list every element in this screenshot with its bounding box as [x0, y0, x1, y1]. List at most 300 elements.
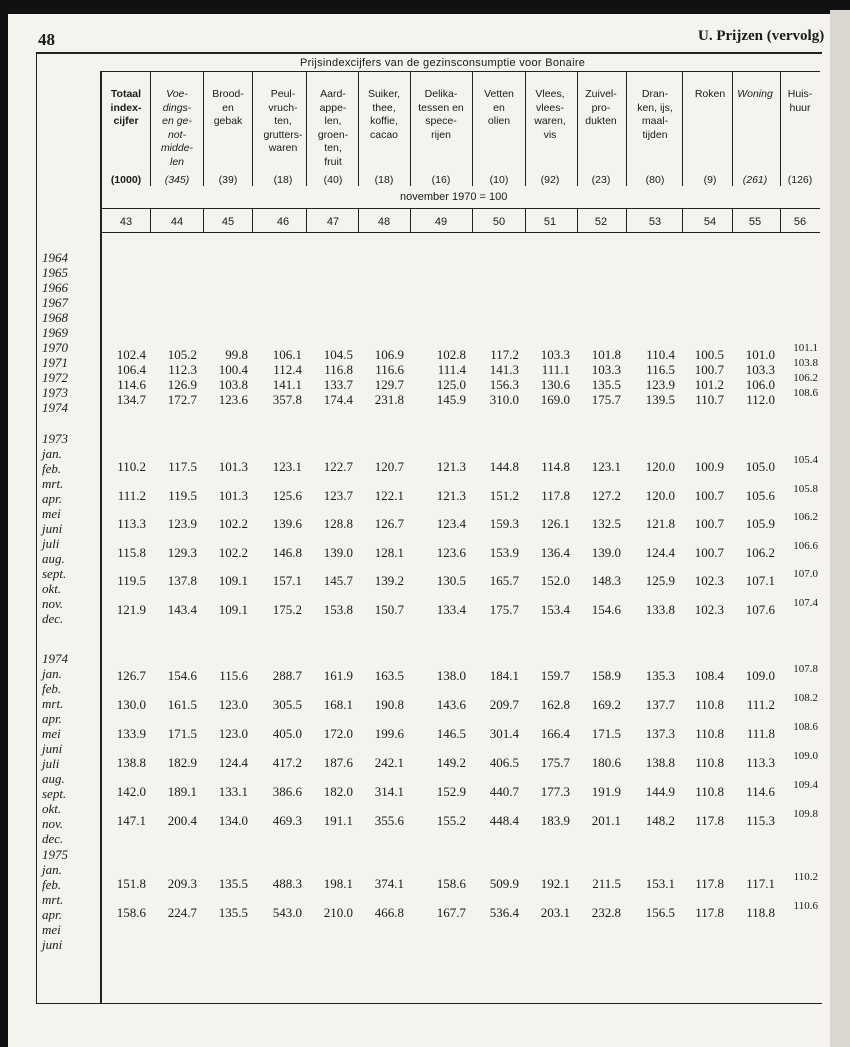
bottom-rule: [36, 1003, 822, 1004]
table-title: Prijsindexcijfers van de gezinsconsumptie voor Bonaire: [300, 57, 586, 69]
page-header: U. Prijzen (vervolg): [698, 28, 825, 44]
table-cell: 150.7: [374, 601, 404, 617]
table-cell: 103.3: [540, 347, 570, 362]
row-label: 1971: [42, 355, 68, 370]
table-cell: 101.3: [218, 487, 248, 503]
table-cell: 180.6: [591, 755, 621, 770]
table-cell: 118.8: [746, 905, 775, 920]
table-cell: 310.0: [489, 392, 519, 407]
colnum-bottom-rule: [100, 232, 820, 233]
table-cell: 112.4: [273, 362, 302, 377]
table-cell: 117.8: [695, 905, 724, 920]
column-header-line: Huis-: [787, 88, 813, 100]
table-cell: 123.4: [436, 516, 466, 531]
row-label: 1964: [42, 250, 68, 265]
table-cell: 177.3: [540, 784, 570, 799]
row-label: 1974: [42, 400, 68, 415]
row-label: 1969: [42, 325, 68, 340]
table-cell: 101.2: [694, 377, 724, 392]
table-cell: 145.7: [323, 573, 353, 588]
column-weight: (261): [742, 174, 768, 186]
table-cell: 121.9: [116, 601, 146, 617]
table-cell: 109.0: [793, 750, 818, 762]
column-weight: (9): [703, 174, 717, 186]
table-cell: 115.3: [746, 813, 775, 828]
table-cell: 109.1: [218, 573, 248, 588]
table-cell: 123.9: [167, 516, 197, 531]
row-label: juni: [42, 521, 63, 536]
column-header-line: tessen en: [418, 101, 464, 114]
table-cell: 110.8: [695, 697, 724, 712]
column-header-line: en: [493, 101, 505, 114]
table-cell: 111.2: [746, 697, 775, 712]
table-cell: 103.3: [591, 362, 621, 377]
column-number: 45: [221, 216, 235, 228]
colnum-top-rule: [100, 208, 820, 209]
table-cell: 120.0: [645, 487, 675, 503]
table-cell: 231.8: [374, 392, 404, 407]
table-cell: 242.1: [374, 755, 404, 770]
table-cell: 448.4: [489, 813, 519, 828]
table-cell: 106.1: [272, 347, 302, 362]
table-cell: 184.1: [489, 668, 519, 683]
table-cell: 200.4: [167, 813, 197, 828]
table-cell: 151.2: [489, 487, 519, 503]
table-cell: 128.1: [374, 544, 404, 560]
table-cell: 111.4: [437, 362, 466, 377]
table-cell: 111.2: [117, 487, 146, 503]
column-header-line: Zuivel-: [585, 88, 617, 100]
table-cell: 154.6: [167, 668, 197, 683]
column-number: 44: [170, 216, 184, 228]
table-cell: 209.7: [489, 697, 519, 712]
table-cell: 305.5: [272, 697, 302, 712]
row-label: jan.: [42, 862, 62, 877]
table-cell: 101.3: [218, 459, 248, 474]
table-cell: 102.3: [694, 601, 724, 617]
table-cell: 406.5: [489, 755, 519, 770]
table-cell: 127.2: [591, 487, 621, 503]
table-cell: 103.8: [218, 377, 248, 392]
table-cell: 111.8: [746, 726, 775, 741]
table-cell: 123.7: [323, 487, 353, 503]
table-cell: 110.8: [695, 784, 724, 799]
table-cell: 103.8: [793, 357, 818, 369]
table-cell: 110.4: [646, 347, 675, 362]
column-weight: (1000): [110, 174, 142, 186]
table-cell: 189.1: [167, 784, 197, 799]
column-header-line: rijen: [431, 128, 451, 141]
table-cell: 136.4: [540, 544, 570, 560]
table-cell: 105.2: [167, 347, 197, 362]
table-cell: 124.4: [645, 544, 675, 560]
table-cell: 198.1: [323, 876, 353, 891]
row-label: juni: [42, 937, 63, 952]
table-cell: 156.5: [645, 905, 675, 920]
page-number: 48: [38, 30, 55, 49]
table-cell: 155.2: [436, 813, 466, 828]
table-cell: 210.0: [323, 905, 353, 920]
table-cell: 117.1: [746, 876, 775, 891]
table-cell: 143.6: [436, 697, 466, 712]
table-cell: 105.8: [793, 482, 818, 495]
row-label: jan.: [42, 446, 62, 461]
column-weight: (39): [218, 174, 238, 186]
column-header-line: index-: [110, 101, 142, 114]
table-cell: 174.4: [323, 392, 353, 407]
table-cell: 172.7: [167, 392, 197, 407]
column-number: 49: [434, 216, 448, 228]
table-cell: 106.6: [793, 539, 818, 552]
row-label: mei: [42, 506, 61, 521]
column-header-line: Roken: [694, 88, 726, 100]
table-cell: 139.2: [374, 573, 404, 588]
table-cell: 171.5: [591, 726, 621, 741]
column-weight: (345): [164, 174, 190, 186]
table-cell: 166.4: [540, 726, 570, 741]
row-label: apr.: [42, 491, 62, 506]
table-cell: 163.5: [374, 668, 404, 683]
table-cell: 125.6: [272, 487, 302, 503]
table-cell: 158.6: [436, 876, 466, 891]
table-cell: 144.8: [489, 459, 519, 474]
column-header-line: cijfer: [113, 115, 139, 128]
column-number: 52: [594, 216, 608, 228]
table-cell: 122.1: [374, 487, 404, 503]
column-number: 46: [276, 216, 290, 228]
table-cell: 149.2: [436, 755, 466, 770]
table-cell: 201.1: [591, 813, 621, 828]
column-header-line: koffie,: [370, 115, 398, 128]
column-number: 50: [492, 216, 506, 228]
table-cell: 125.0: [436, 377, 466, 392]
column-header-line: Suiker,: [367, 88, 401, 100]
column-header-line: dukten: [585, 115, 617, 128]
table-cell: 110.6: [793, 900, 818, 912]
table-cell: 543.0: [272, 905, 302, 920]
table-cell: 143.4: [167, 601, 197, 617]
table-cell: 117.8: [695, 876, 724, 891]
table-cell: 509.9: [489, 876, 519, 891]
column-header-line: groen-: [317, 128, 349, 141]
table-cell: 106.4: [116, 362, 146, 377]
row-label: feb.: [42, 461, 62, 476]
row-label: 1970: [42, 340, 68, 355]
table-cell: 105.0: [745, 459, 775, 474]
table-cell: 101.1: [793, 342, 818, 354]
row-label: 1972: [42, 370, 68, 385]
table-cell: 232.8: [591, 905, 621, 920]
row-label: juli: [42, 756, 60, 771]
table-cell: 113.3: [117, 516, 146, 531]
row-label: 1975: [42, 847, 68, 862]
table-cell: 106.2: [745, 544, 775, 560]
title-rule: [100, 71, 820, 72]
column-header-line: dings-: [162, 101, 192, 114]
column-header-line: appe-: [319, 101, 347, 114]
table-cell: 133.8: [645, 601, 675, 617]
table-cell: 122.7: [323, 459, 353, 474]
table-cell: 156.3: [489, 377, 519, 392]
table-cell: 126.1: [540, 516, 570, 531]
column-header-line: Dran-: [641, 88, 669, 100]
table-cell: 116.8: [324, 362, 353, 377]
row-label: dec.: [42, 611, 64, 626]
column-weight: (92): [540, 174, 560, 186]
column-header: [354, 88, 414, 142]
top-rule: [36, 52, 822, 54]
table-cell: 141.3: [489, 362, 519, 377]
table-cell: 129.3: [167, 544, 197, 560]
table-cell: 135.5: [218, 905, 248, 920]
table-cell: 123.0: [218, 697, 248, 712]
table-cell: 108.2: [793, 692, 818, 704]
stub-left-rule: [36, 52, 37, 1004]
row-label-group: [42, 250, 68, 415]
table-cell: 124.4: [218, 755, 248, 770]
row-label: feb.: [42, 681, 62, 696]
table-cell: 107.6: [745, 601, 775, 617]
table-cell: 100.4: [218, 362, 248, 377]
column-divider: [100, 71, 102, 1004]
row-label: 1966: [42, 280, 68, 295]
column-header-line: midde-: [160, 142, 194, 155]
table-cell: 107.1: [745, 573, 775, 588]
row-label: nov.: [42, 596, 64, 611]
table-cell: 130.0: [116, 697, 146, 712]
table-cell: 114.6: [117, 377, 146, 392]
table-cell: 355.6: [374, 813, 404, 828]
row-label: juni: [42, 741, 63, 756]
column-header-line: waren,: [534, 115, 566, 128]
row-label: dec.: [42, 831, 64, 846]
table-cell: 148.2: [645, 813, 675, 828]
table-cell: 100.7: [694, 544, 724, 560]
row-label: mei: [42, 922, 61, 937]
column-header-line: olien: [487, 115, 511, 128]
row-label-group: [42, 847, 68, 952]
column-header-line: not-: [167, 128, 187, 141]
table-cell: 134.0: [218, 813, 248, 828]
table-cell: 109.0: [745, 668, 775, 683]
table-cell: 113.3: [746, 755, 775, 770]
table-cell: 110.2: [793, 871, 818, 883]
row-label: apr.: [42, 711, 62, 726]
table-cell: 159.3: [489, 516, 519, 531]
table-cell: 144.9: [645, 784, 675, 799]
column-number: 56: [793, 216, 807, 228]
table-cell: 126.7: [374, 516, 404, 531]
table-cell: 100.5: [694, 347, 724, 362]
table-cell: 116.6: [375, 362, 404, 377]
table-cell: 374.1: [374, 876, 404, 891]
table-cell: 191.9: [591, 784, 621, 799]
table-cell: 301.4: [489, 726, 519, 741]
table-cell: 121.3: [436, 487, 466, 503]
table-cell: 100.9: [694, 459, 724, 474]
table-cell: 105.9: [745, 516, 775, 531]
table-cell: 117.8: [695, 813, 724, 828]
table-cell: 101.8: [591, 347, 621, 362]
table-cell: 119.5: [168, 487, 197, 503]
column-header: [770, 88, 830, 115]
column-header: [571, 88, 631, 129]
table-cell: 100.7: [694, 516, 724, 531]
column-header-line: Peul-: [270, 88, 296, 100]
table-cell: 115.6: [219, 668, 248, 683]
column-header-line: Vetten: [484, 88, 514, 100]
column-header-line: Vlees,: [535, 88, 565, 100]
table-cell: 112.3: [168, 362, 197, 377]
column-header-line: en: [222, 101, 234, 114]
column-number: 53: [648, 216, 662, 228]
table-cell: 146.8: [272, 544, 302, 560]
table-cell: 130.6: [540, 377, 570, 392]
column-weight: (126): [787, 174, 813, 186]
row-label: 1973: [42, 431, 68, 446]
column-header-line: fruit: [324, 155, 342, 168]
table-cell: 209.3: [167, 876, 197, 891]
row-label: feb.: [42, 877, 62, 892]
table-cell: 152.9: [436, 784, 466, 799]
table-cell: 114.6: [746, 784, 775, 799]
table-cell: 117.2: [490, 347, 519, 362]
table-cell: 145.9: [436, 392, 466, 407]
table-cell: 123.1: [272, 459, 302, 474]
table-cell: 148.3: [591, 573, 621, 588]
table-cell: 106.2: [793, 511, 818, 523]
table-cell: 123.1: [591, 459, 621, 474]
table-cell: 102.4: [116, 347, 146, 362]
column-weight: (10): [489, 174, 509, 186]
row-label: 1965: [42, 265, 68, 280]
table-cell: 139.0: [323, 544, 353, 560]
table-cell: 488.3: [272, 876, 302, 891]
table-cell: 405.0: [272, 726, 302, 741]
row-label: 1974: [42, 651, 68, 666]
column-number: 47: [326, 216, 340, 228]
column-header-line: Woning: [737, 88, 773, 100]
table-cell: 123.6: [436, 544, 466, 560]
table-cell: 107.8: [793, 663, 818, 675]
table-cell: 100.7: [694, 487, 724, 503]
table-cell: 133.7: [323, 377, 353, 392]
table-cell: 121.8: [645, 516, 675, 531]
row-label: aug.: [42, 551, 65, 566]
row-label: okt.: [42, 581, 62, 596]
table-cell: 147.1: [116, 813, 146, 828]
table-cell: 466.8: [374, 905, 404, 920]
row-label: mrt.: [42, 696, 64, 711]
column-number: 48: [377, 216, 391, 228]
row-label: mei: [42, 726, 61, 741]
row-label: aug.: [42, 771, 65, 786]
column-header-line: waren: [268, 142, 298, 155]
table-cell: 105.4: [793, 454, 818, 466]
column-header-line: Aard-: [320, 88, 346, 100]
column-header-line: tijden: [642, 128, 668, 141]
table-cell: 111.1: [541, 362, 570, 377]
table-cell: 108.6: [793, 387, 818, 399]
table-cell: 139.5: [645, 392, 675, 407]
table-cell: 146.5: [436, 726, 466, 741]
table-cell: 190.8: [374, 697, 404, 712]
table-cell: 153.4: [540, 601, 570, 617]
table-cell: 175.7: [540, 755, 570, 770]
table-cell: 102.8: [436, 347, 466, 362]
row-label: mrt.: [42, 892, 64, 907]
table-cell: 117.8: [541, 487, 570, 503]
table-cell: 133.4: [436, 601, 466, 617]
column-header-line: ken, ijs,: [637, 101, 673, 114]
table-cell: 99.8: [225, 347, 248, 362]
table-cell: 157.1: [272, 573, 302, 588]
column-weight: (80): [645, 174, 665, 186]
table-cell: 137.8: [167, 573, 197, 588]
table-cell: 138.0: [436, 668, 466, 683]
table-cell: 175.2: [272, 601, 302, 617]
table-cell: 102.2: [218, 544, 248, 560]
table-cell: 153.8: [323, 601, 353, 617]
table-cell: 123.6: [218, 392, 248, 407]
column-header-line: maal-: [641, 115, 669, 128]
row-label: apr.: [42, 907, 62, 922]
column-header: [198, 88, 258, 129]
table-cell: 112.0: [746, 392, 775, 407]
table-cell: 142.0: [116, 784, 146, 799]
column-header-line: grutters-: [263, 128, 303, 141]
row-label: nov.: [42, 816, 64, 831]
table-cell: 138.8: [116, 755, 146, 770]
table-cell: 110.7: [695, 392, 724, 407]
table-cell: 114.8: [541, 459, 570, 474]
row-label-group: [42, 431, 68, 626]
table-cell: 139.0: [591, 544, 621, 560]
table-cell: 123.9: [645, 377, 675, 392]
table-cell: 224.7: [167, 905, 197, 920]
table-cell: 105.6: [745, 487, 775, 503]
column-number: 55: [748, 216, 762, 228]
column-header-line: ten,: [274, 115, 292, 128]
table-cell: 104.5: [323, 347, 353, 362]
table-cell: 169.2: [591, 697, 621, 712]
column-header-line: en ge-: [162, 115, 192, 128]
column-header-line: cacao: [369, 128, 399, 141]
table-cell: 158.9: [591, 668, 621, 683]
table-cell: 126.9: [167, 377, 197, 392]
table-cell: 175.7: [489, 601, 519, 617]
table-cell: 151.8: [116, 876, 146, 891]
column-header-line: pro-: [591, 101, 611, 114]
table-cell: 126.7: [116, 668, 146, 683]
table-cell: 109.8: [793, 808, 818, 820]
table-cell: 165.7: [489, 573, 519, 588]
table-cell: 128.8: [323, 516, 353, 531]
table-cell: 100.7: [694, 362, 724, 377]
table-cell: 162.8: [540, 697, 570, 712]
table-cell: 132.5: [591, 516, 621, 531]
column-number: 43: [119, 216, 133, 228]
table-cell: 153.1: [645, 876, 675, 891]
table-cell: 169.0: [540, 392, 570, 407]
table-cell: 192.1: [540, 876, 570, 891]
table-cell: 108.6: [793, 721, 818, 733]
table-cell: 357.8: [272, 392, 302, 407]
row-label: sept.: [42, 566, 67, 581]
column-header-line: ten,: [324, 142, 342, 155]
table-cell: 536.4: [489, 905, 519, 920]
table-cell: 386.6: [272, 784, 302, 799]
